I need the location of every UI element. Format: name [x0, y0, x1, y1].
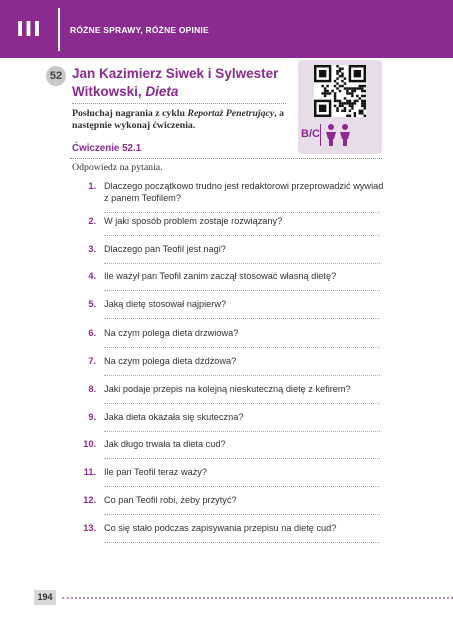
question-text — [104, 270, 384, 282]
question-text — [104, 180, 384, 204]
question-text-line: Jaką dietę stosował najpierw? — [104, 299, 227, 309]
answer-line[interactable] — [104, 235, 380, 236]
answer-line[interactable] — [104, 431, 380, 432]
question-number: 9. — [88, 412, 96, 422]
lesson-title-authors: Jan Kazimierz Siwek i Sylwester Witkowski, — [72, 66, 279, 99]
question-text-line: z panem Teofilem? — [104, 193, 181, 203]
exercise-instruction: Odpowiedz na pytania. — [72, 162, 163, 173]
question-number: 8. — [88, 384, 96, 394]
question-text-line: Jaka dieta okazała się skuteczna? — [104, 412, 244, 422]
question-text — [104, 383, 384, 395]
answer-line[interactable] — [104, 458, 380, 459]
question-text-line: Dlaczego początkowo trudno jest redaktorowi przeprowadzić wywiad — [104, 181, 384, 191]
question-number: 6. — [88, 328, 96, 338]
question-text — [104, 243, 384, 255]
question-text — [104, 466, 384, 478]
answer-line[interactable] — [104, 318, 380, 319]
question-text-line: Jak długo trwała ta dieta cud? — [104, 439, 226, 449]
lesson-intro — [72, 108, 294, 132]
question-text — [104, 522, 384, 534]
question-number: 4. — [88, 271, 96, 281]
chapter-header-bar — [0, 0, 453, 58]
level-divider — [320, 124, 321, 146]
section-title: RÓŻNE SPRAWY, RÓŻNE OPINIE — [70, 25, 209, 35]
question-number: 2. — [88, 216, 96, 226]
question-number: 12. — [83, 495, 96, 505]
answer-line[interactable] — [104, 542, 380, 543]
answer-line[interactable] — [104, 263, 380, 264]
answer-line[interactable] — [104, 347, 380, 348]
question-text-line: Na czym polega dieta drzwiowa? — [104, 328, 239, 338]
lesson-title — [72, 65, 282, 101]
lesson-number-badge: 52 — [46, 66, 66, 86]
question-text — [104, 298, 384, 310]
intro-program-name: Reportaż Penetrujący — [187, 108, 275, 119]
intro-after: , a następnie wykonaj ćwiczenia. — [72, 108, 285, 131]
answer-line[interactable] — [104, 403, 380, 404]
question-text-line: Dlaczego pan Teofil jest nagi? — [104, 244, 226, 254]
question-text-line: Jaki podaje przepis na kolejną nieskuteczną dietę z kefirem? — [104, 384, 351, 394]
answer-line[interactable] — [104, 212, 380, 213]
question-text — [104, 411, 384, 423]
question-number: 11. — [83, 467, 96, 477]
question-text-line: W jaki sposób problem zostaje rozwiązany? — [104, 216, 283, 226]
question-text — [104, 327, 384, 339]
question-text — [104, 215, 384, 227]
level-label: B/C — [301, 128, 320, 140]
lesson-title-work: Dieta — [145, 84, 179, 99]
question-text-line: Ile ważył pan Teofil zanim zaczął stosować własną dietę? — [104, 271, 337, 281]
question-text — [104, 438, 384, 450]
question-number: 7. — [88, 356, 96, 366]
question-text-line: Na czym polega dieta dżdżowa? — [104, 356, 237, 366]
answer-line[interactable] — [104, 514, 380, 515]
question-text-line: Co pan Teofil robi, żeby przytyć? — [104, 495, 237, 505]
footer-dotted-rule — [62, 597, 453, 599]
intro-before: Posłuchaj nagrania z cyklu — [72, 108, 185, 119]
title-divider — [72, 103, 286, 104]
question-number: 1. — [88, 181, 96, 191]
question-number: 3. — [88, 244, 96, 254]
qr-code-icon — [314, 65, 366, 117]
question-number: 5. — [88, 299, 96, 309]
answer-line[interactable] — [104, 290, 380, 291]
exercise-divider — [70, 158, 382, 159]
question-number: 10. — [83, 439, 96, 449]
exercise-label: Ćwiczenie 52.1 — [72, 143, 142, 154]
two-people-icon — [324, 123, 352, 147]
page-number: 194 — [34, 590, 56, 605]
qr-code[interactable] — [314, 65, 366, 117]
question-number: 13. — [83, 523, 96, 533]
header-divider — [58, 8, 60, 51]
question-text — [104, 355, 384, 367]
part-number: III — [16, 17, 42, 41]
answer-line[interactable] — [104, 486, 380, 487]
question-text-line: Ile pan Teofil teraz waży? — [104, 467, 207, 477]
question-text — [104, 494, 384, 506]
answer-line[interactable] — [104, 375, 380, 376]
question-text-line: Co się stało podczas zapisywania przepisu na dietę cud? — [104, 523, 337, 533]
